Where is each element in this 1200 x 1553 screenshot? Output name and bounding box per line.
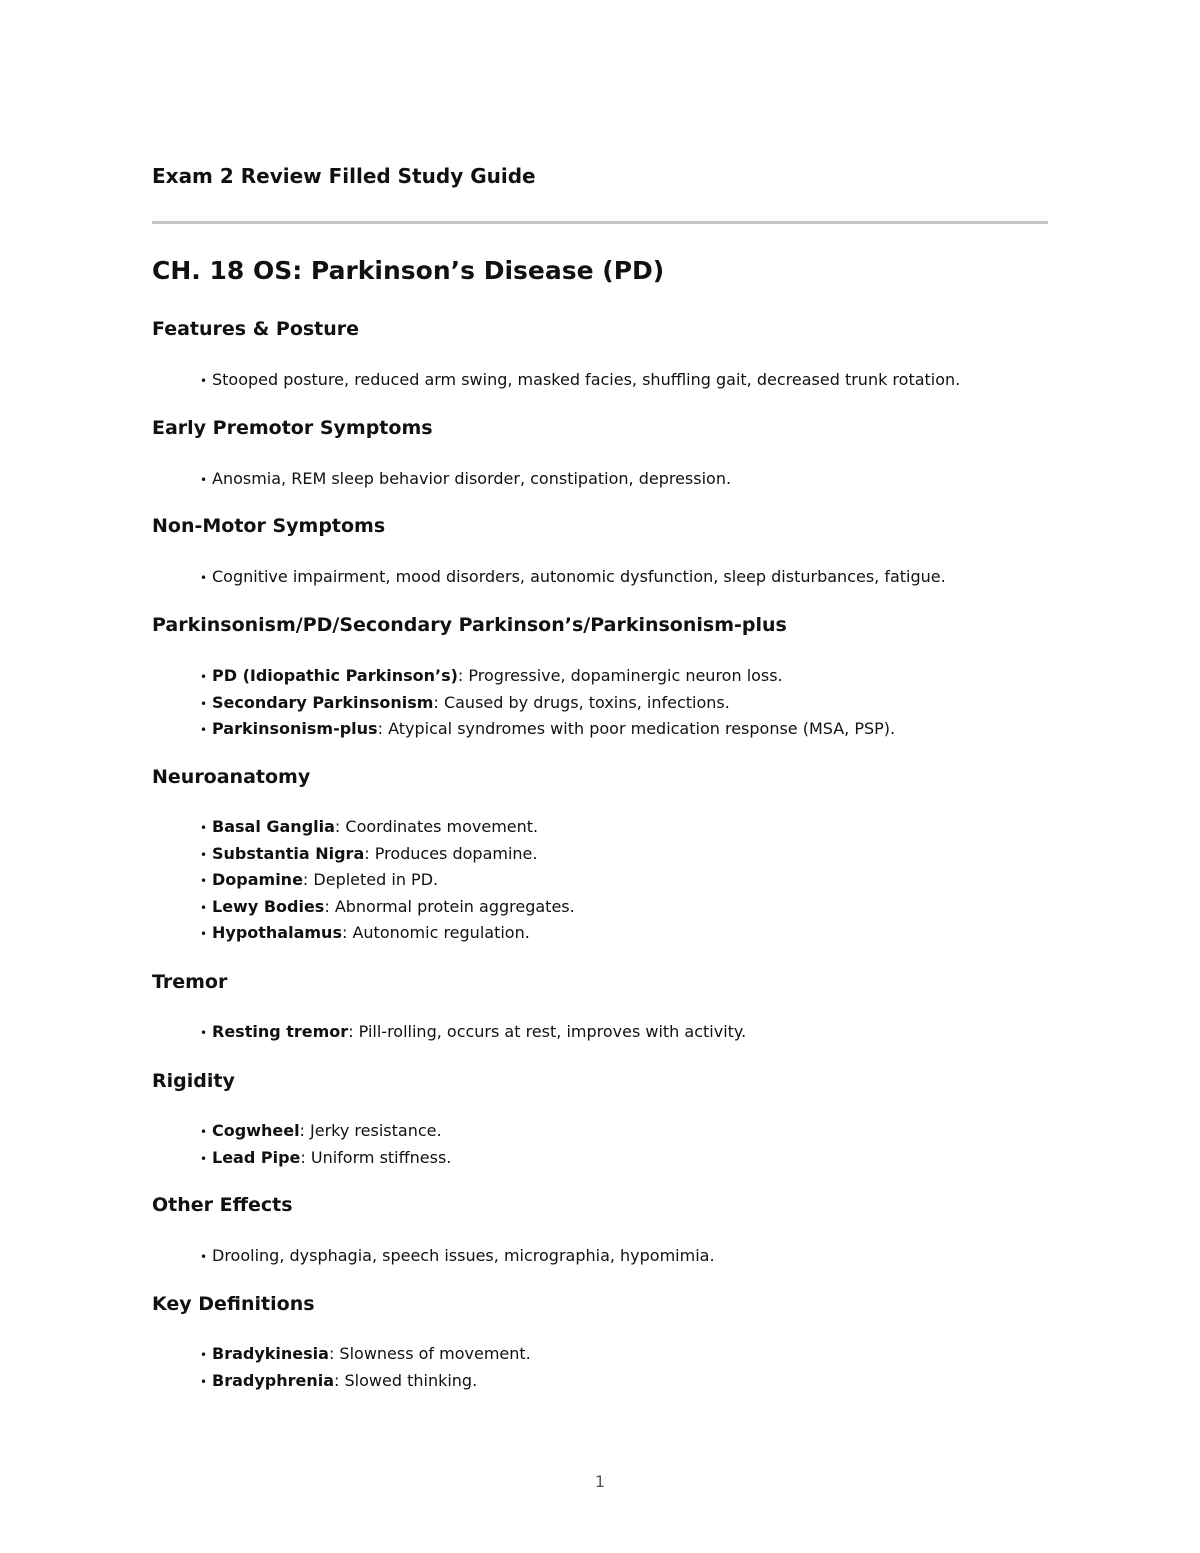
horizontal-divider — [152, 221, 1048, 224]
bullet-list-tremor — [200, 1019, 746, 1046]
separator: : — [324, 896, 335, 916]
list-item — [200, 1341, 531, 1368]
list-item — [200, 814, 575, 841]
bullet-icon: • — [200, 670, 208, 684]
bullet-icon: • — [200, 847, 208, 862]
bullet-list-parkinsonism — [200, 663, 895, 743]
definition: Progressive, dopaminergic neuron loss. — [468, 666, 783, 685]
separator: : — [457, 666, 469, 685]
term: Cogwheel — [212, 1121, 300, 1140]
bullet-list-features-posture — [200, 367, 960, 394]
separator: : — [299, 1121, 311, 1140]
document-title: Exam 2 Review Filled Study Guide — [152, 164, 536, 188]
bullet-icon: • — [200, 927, 208, 941]
list-item — [200, 1243, 715, 1270]
bullet-list-non-motor — [200, 564, 946, 591]
section-heading-rigidity: Rigidity — [152, 1070, 235, 1092]
section-heading-features-posture: Features & Posture — [152, 318, 360, 340]
definition: Slowed thinking. — [344, 1370, 478, 1390]
bullet-icon: • — [200, 900, 208, 915]
separator: : — [348, 1022, 359, 1041]
bullet-icon: • — [200, 1250, 208, 1264]
definition: Slowness of movement. — [339, 1344, 531, 1363]
definition: Depleted in PD. — [313, 870, 439, 889]
bullet-icon: • — [200, 1026, 208, 1040]
term: Dopamine — [212, 870, 303, 889]
definition: Anosmia, REM sleep behavior disorder, constipation, depression. — [212, 469, 732, 488]
term: Basal Ganglia — [212, 817, 335, 836]
term: Bradyphrenia — [212, 1370, 335, 1390]
list-item — [200, 663, 895, 690]
definition: Drooling, dysphagia, speech issues, micrographia, hypomimia. — [212, 1246, 715, 1265]
bullet-icon: • — [200, 1348, 208, 1362]
list-item — [200, 564, 946, 591]
bullet-icon: • — [200, 723, 208, 737]
separator: : — [302, 870, 314, 889]
section-heading-non-motor: Non-Motor Symptoms — [152, 515, 386, 537]
bullet-list-early-premotor — [200, 466, 731, 493]
term: Hypothalamus — [212, 923, 342, 942]
list-item — [200, 920, 575, 947]
definition: Jerky resistance. — [310, 1121, 442, 1140]
term: Bradykinesia — [212, 1344, 329, 1363]
definition: Stooped posture, reduced arm swing, masked facies, shuffling gait, decreased trunk rotation. — [212, 370, 961, 389]
bullet-icon: • — [200, 1151, 208, 1166]
definition: Uniform stiffness. — [310, 1147, 452, 1167]
bullet-list-neuroanatomy — [200, 814, 575, 947]
chapter-title: CH. 18 OS: Parkinson’s Disease (PD) — [152, 256, 665, 285]
definition: Cognitive impairment, mood disorders, autonomic dysfunction, sleep disturbances, fatigue. — [212, 567, 946, 586]
definition: Autonomic regulation. — [352, 923, 530, 942]
list-item — [200, 466, 731, 493]
bullet-icon: • — [200, 821, 208, 835]
bullet-icon: • — [200, 874, 208, 888]
list-item — [200, 1019, 746, 1046]
bullet-list-rigidity — [200, 1118, 451, 1171]
section-heading-tremor: Tremor — [152, 971, 228, 993]
bullet-icon: • — [200, 1125, 208, 1139]
list-item — [200, 867, 575, 894]
list-item — [200, 367, 960, 394]
separator: : — [300, 1147, 311, 1167]
separator: : — [334, 817, 346, 836]
list-item — [200, 1145, 451, 1172]
separator: : — [433, 692, 444, 712]
list-item — [200, 841, 575, 868]
list-item — [200, 716, 895, 743]
bullet-icon: • — [200, 571, 208, 585]
separator: : — [328, 1344, 340, 1363]
bullet-icon: • — [200, 374, 208, 388]
term: Resting tremor — [212, 1022, 349, 1041]
term: Parkinsonism-plus — [212, 719, 378, 738]
term: Lead Pipe — [212, 1147, 301, 1167]
separator: : — [377, 719, 389, 738]
term: Secondary Parkinsonism — [212, 692, 434, 712]
list-item — [200, 894, 575, 921]
term: Substantia Nigra — [212, 843, 365, 863]
separator: : — [364, 843, 375, 863]
list-item — [200, 690, 895, 717]
bullet-icon: • — [200, 696, 208, 711]
term: Lewy Bodies — [212, 896, 325, 916]
page-number: 1 — [594, 1472, 606, 1491]
definition: Caused by drugs, toxins, infections. — [443, 692, 730, 712]
definition: Coordinates movement. — [345, 817, 539, 836]
section-heading-neuroanatomy: Neuroanatomy — [152, 766, 311, 788]
list-item — [200, 1368, 531, 1395]
bullet-list-other-effects — [200, 1243, 715, 1270]
bullet-list-key-definitions — [200, 1341, 531, 1394]
definition: Atypical syndromes with poor medication response (MSA, PSP). — [388, 719, 896, 738]
bullet-icon: • — [200, 1374, 208, 1389]
definition: Abnormal protein aggregates. — [334, 896, 575, 916]
definition: Pill-rolling, occurs at rest, improves with activity. — [358, 1022, 747, 1041]
separator: : — [334, 1370, 345, 1390]
section-heading-other-effects: Other Effects — [152, 1194, 293, 1216]
definition: Produces dopamine. — [374, 843, 538, 863]
list-item — [200, 1118, 451, 1145]
section-heading-parkinsonism: Parkinsonism/PD/Secondary Parkinson’s/Parkinsonism-plus — [152, 614, 787, 636]
separator: : — [341, 923, 353, 942]
section-heading-early-premotor: Early Premotor Symptoms — [152, 417, 433, 439]
term: PD (Idiopathic Parkinson’s) — [212, 666, 458, 685]
bullet-icon: • — [200, 473, 208, 487]
section-heading-key-definitions: Key Definitions — [152, 1293, 315, 1315]
